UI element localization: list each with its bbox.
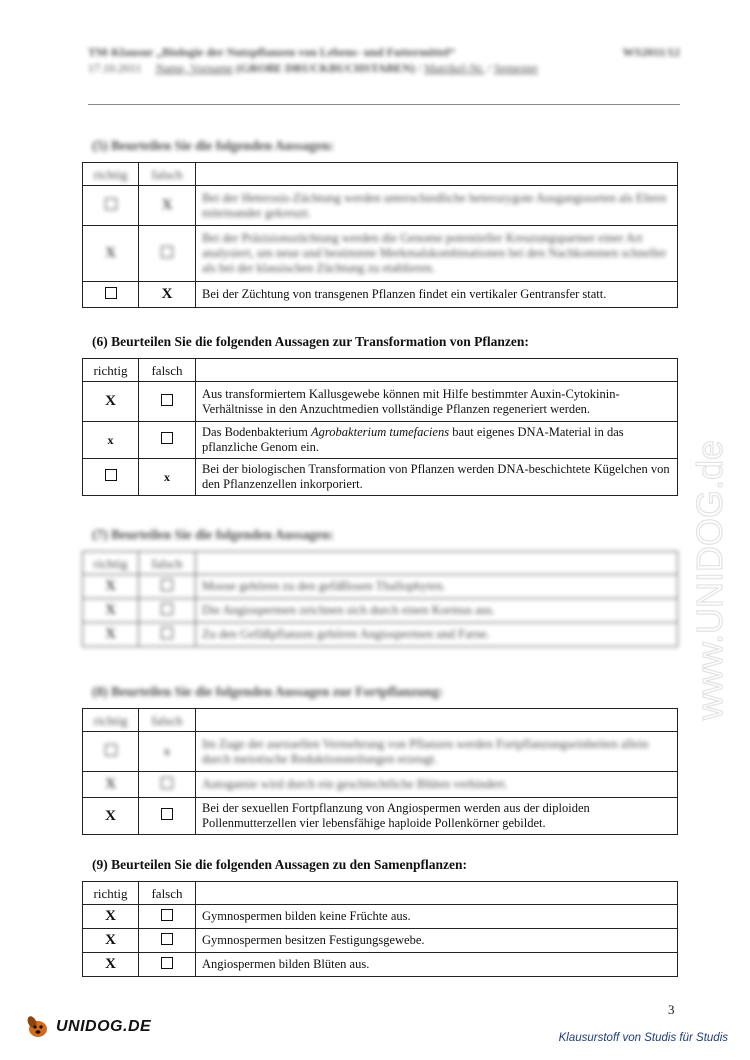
x-mark: x [164, 469, 170, 484]
table-row [83, 459, 678, 496]
statement-text: Angiospermen bilden Blüten aus. [196, 953, 678, 977]
statement-text: Gymnospermen bilden keine Früchte aus. [196, 905, 678, 929]
checkbox-empty-icon [161, 808, 173, 820]
section-9-title: (9) Beurteilen Sie die folgenden Aussagen zu den Samenpflanzen: [92, 857, 468, 872]
section-8 [82, 684, 678, 835]
x-mark: X [105, 908, 116, 924]
statement-text: Die Angiospermen zeichnen sich durch einen Kormus aus. [196, 599, 678, 623]
table-row [83, 929, 678, 953]
logo [24, 1014, 151, 1040]
table-row [83, 905, 678, 929]
header-name-line: Name, Vorname (GROßE DRUCKBUCHSTABEN) / Matrikel-Nr. / Semester [155, 61, 538, 75]
table-row [83, 186, 678, 226]
x-mark: X [161, 197, 173, 213]
checkbox-empty-icon [105, 198, 117, 210]
statement-text: Das Bodenbakterium Agrobakterium tumefaciens baut eigenes DNA-Material in das pflanzliche Genom ein. [196, 422, 678, 459]
section-6-title: (6) Beurteilen Sie die folgenden Aussagen zur Transformation von Pflanzen: [92, 334, 529, 349]
statement-text: Bei der Heterosis-Züchtung werden unterschiedliche heterozygote Ausgangssorten als Eltern miteinander gekreuzt. [196, 186, 678, 226]
statement-text: Aus transformiertem Kallusgewebe können mit Hilfe bestimmter Auxin-Cytokinin-Verhältnisse in den Anzuchtmedien vollständige Pflanzen regeneriert werden. [196, 382, 678, 422]
statement-text: Bei der Präzisionszüchtung werden die Genome potentieller Kreuzungspartner einer Art analysiert, um neue und bestimmte Merkmalskombinationen bei den Nachkommen schneller als bei der klassischen Züchtung zu etablieren. [196, 226, 678, 282]
section-5-title: (5) Beurteilen Sie die folgenden Aussagen: [92, 138, 334, 153]
x-mark: X [161, 286, 173, 302]
x-mark: X [105, 393, 116, 409]
checkbox-empty-icon [161, 777, 173, 789]
statement-text: Im Zuge der asexuellen Vermehrung von Pflanzen werden Fortpflanzungseinheiten allein durch meiotische Reduktionsteilungen erzeugt. [196, 732, 678, 772]
section-8-table: richtig falsch x Im Zuge der asexuellen Vermehrung von Pflanzen werden Fortpflanzungseinheiten allein durch meiotische Reduktionsteilungen erzeugt. X Autogamie wird durch ein geschlechtliche Blüten verhindert. X Bei der sexuellen Fortpflanzung von Angiospermen werden aus der diploiden Pollenmutterzellen vier lebensfähige haploide Pollenkörner gebildet. [82, 708, 678, 835]
watermark-text: www.UNIDOG.de [689, 439, 730, 720]
footer-slogan: Klausurstoff von Studis für Studis [558, 1032, 728, 1044]
checkbox-empty-icon [161, 246, 173, 258]
page-number: 3 [668, 1002, 675, 1017]
checkbox-empty-icon [161, 603, 173, 615]
table-row: X Moose gehören zu den gefäßlosen Thallophyten. [83, 575, 678, 599]
table-row [83, 382, 678, 422]
watermark-text-svg [678, 280, 738, 730]
statement-text: Moose gehören zu den gefäßlosen Thallophyten. [196, 575, 678, 599]
table-row [83, 282, 678, 308]
header-date: 17.10.2011 [88, 61, 142, 75]
checkbox-empty-icon [105, 744, 117, 756]
section-9 [82, 857, 678, 977]
statement-text: Bei der sexuellen Fortpflanzung von Angiospermen werden aus der diploiden Pollenmutterzellen vier lebensfähige haploide Pollenkörner gebildet. [196, 798, 678, 835]
table-row [83, 422, 678, 459]
watermark [678, 280, 738, 730]
table-row [83, 953, 678, 977]
statement-text: Gymnospermen besitzen Festigungsgewebe. [196, 929, 678, 953]
dog-icon [24, 1014, 52, 1040]
table-row [83, 798, 678, 835]
checkbox-empty-icon [161, 909, 173, 921]
section-7-table: richtig falsch X Moose gehören zu den gefäßlosen Thallophyten. X Die Angiospermen zeichnen sich durch einen Kormus aus. X Zu den Gefäßpflanzen gehören Angiospermen und Farne. [82, 551, 678, 647]
x-mark: X [105, 956, 116, 972]
section-7 [82, 527, 678, 647]
statement-text: Autogamie wird durch ein geschlechtliche Blüten verhindert. [196, 772, 678, 798]
section-6 [82, 334, 678, 496]
checkbox-empty-icon [161, 627, 173, 639]
checkbox-empty-icon [161, 432, 173, 444]
table-row: X Die Angiospermen zeichnen sich durch einen Kormus aus. [83, 599, 678, 623]
checkbox-empty-icon [161, 394, 173, 406]
checkbox-empty-icon [161, 957, 173, 969]
statement-text: Zu den Gefäßpflanzen gehören Angiospermen und Farne. [196, 623, 678, 647]
statement-text: Bei der Züchtung von transgenen Pflanzen findet ein vertikaler Gentransfer statt. [196, 282, 678, 308]
checkbox-empty-icon [105, 469, 117, 481]
table-row: X Autogamie wird durch ein geschlechtliche Blüten verhindert. [83, 772, 678, 798]
table-row [83, 226, 678, 282]
section-5-table: richtig falsch X Bei der Heterosis-Züchtung werden unterschiedliche heterozygote Ausgangssorten als Eltern miteinander gekreuzt. X Bei der Präzisionszüchtung werden die Genome potentieller Kreuzungspartner einer Art analysiert, um neue und bestimmte Merkmalskombinationen bei den Nachkommen schneller als bei der klassischen Züchtung zu etablieren. X Bei der Züchtung von transgenen Pflanzen findet ein vertikaler Gentransfer statt. [82, 162, 678, 308]
x-mark: X [105, 807, 116, 824]
checkbox-empty-icon [161, 579, 173, 591]
header-semester: WS2011/12 [622, 45, 680, 59]
section-8-title: (8) Beurteilen Sie die folgenden Aussagen zur Fortpflanzung: [92, 684, 444, 699]
table-row: X Zu den Gefäßpflanzen gehören Angiospermen und Farne. [83, 623, 678, 647]
section-7-title: (7) Beurteilen Sie die folgenden Aussagen: [92, 527, 334, 542]
x-mark: x [107, 432, 114, 447]
logo-text: UNIDOG.DE [56, 1018, 152, 1035]
statement-text: Bei der biologischen Transformation von Pflanzen werden DNA-beschichtete Kügelchen von den Pflanzenzellen inkorporiert. [196, 459, 678, 496]
x-mark: X [105, 932, 116, 948]
document-header [88, 44, 680, 76]
checkbox-empty-icon [105, 287, 117, 299]
table-row: x Im Zuge der asexuellen Vermehrung von Pflanzen werden Fortpflanzungseinheiten allein durch meiotische Reduktionsteilungen erzeugt. [83, 732, 678, 772]
header-rule [88, 104, 680, 105]
section-6-table: richtig falsch X Aus transformiertem Kallusgewebe können mit Hilfe bestimmter Auxin-Cytokinin-Verhältnisse in den Anzuchtmedien vollständige Pflanzen regeneriert werden. x Das Bodenbakterium Agrobakterium tumefaciens baut eigenes DNA-Material in das pflanzliche Genom ein. x Bei der biologischen Transformation von Pflanzen werden DNA-beschichtete Kügelchen von den Pflanzenzellen inkorporiert. [82, 358, 678, 496]
header-title: TM-Klausur „Biologie der Nutzpflanzen von Lebens- und Futtermittel“ [88, 45, 456, 59]
x-mark: X [105, 245, 116, 261]
section-9-table: richtig falsch X Gymnospermen bilden keine Früchte aus. X Gymnospermen besitzen Festigungsgewebe. X Angiospermen bilden Blüten aus. [82, 881, 678, 977]
section-5 [82, 138, 678, 308]
checkbox-empty-icon [161, 933, 173, 945]
